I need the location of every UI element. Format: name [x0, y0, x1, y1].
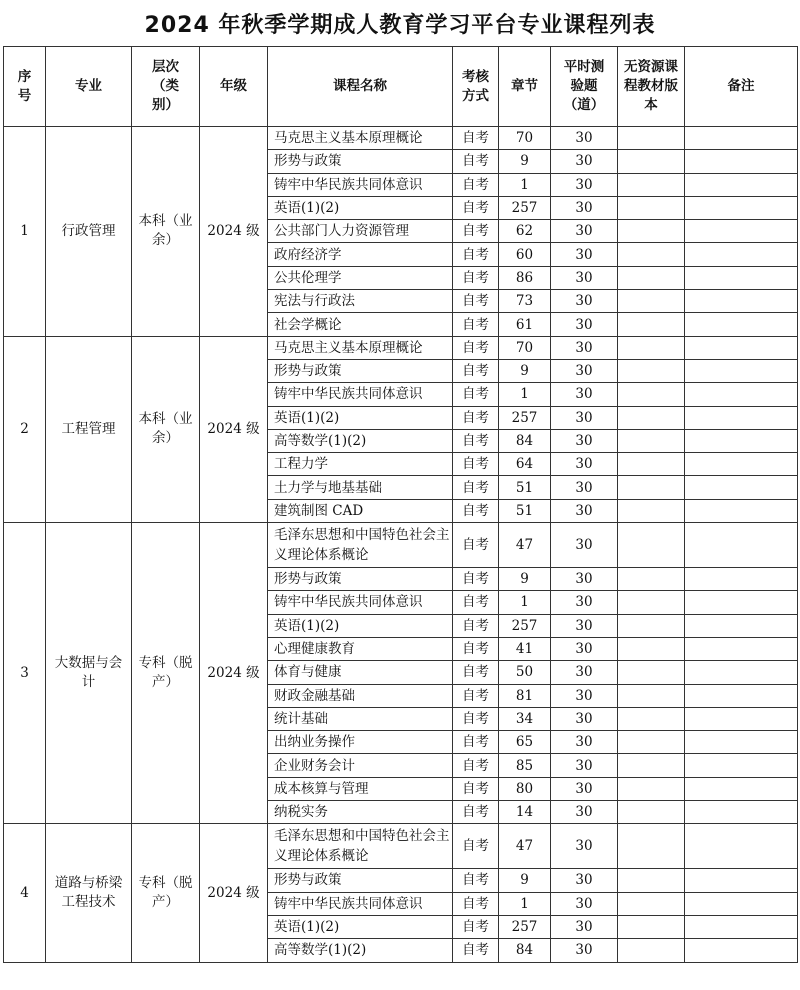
course-name-cell: 毛泽东思想和中国特色社会主义理论体系概论	[268, 523, 453, 568]
no-resource-cell	[618, 476, 685, 499]
course-name-cell: 企业财务会计	[268, 754, 453, 777]
seq-cell: 1	[4, 127, 46, 337]
major-cell: 大数据与会计	[46, 523, 132, 824]
header-major: 专业	[46, 47, 132, 127]
quiz-cell: 30	[551, 359, 618, 382]
header-exam: 考核方式	[453, 47, 499, 127]
remark-cell	[685, 754, 798, 777]
remark-cell	[685, 290, 798, 313]
course-name-cell: 铸牢中华民族共同体意识	[268, 173, 453, 196]
course-name-cell: 铸牢中华民族共同体意识	[268, 892, 453, 915]
course-name-cell: 高等数学(1)(2)	[268, 939, 453, 962]
quiz-cell: 30	[551, 476, 618, 499]
no-resource-cell	[618, 568, 685, 591]
quiz-cell: 30	[551, 637, 618, 660]
seq-cell: 4	[4, 824, 46, 962]
course-name-cell: 纳税实务	[268, 801, 453, 824]
table-row	[4, 336, 798, 359]
remark-cell	[685, 824, 798, 869]
remark-cell	[685, 939, 798, 962]
remark-cell	[685, 499, 798, 522]
chapters-cell: 61	[499, 313, 551, 336]
course-name-cell: 马克思主义基本原理概论	[268, 127, 453, 150]
chapters-cell: 85	[499, 754, 551, 777]
exam-cell: 自考	[453, 220, 499, 243]
exam-cell: 自考	[453, 383, 499, 406]
chapters-cell: 257	[499, 915, 551, 938]
quiz-cell: 30	[551, 684, 618, 707]
course-name-cell: 体育与健康	[268, 661, 453, 684]
quiz-cell: 30	[551, 568, 618, 591]
table-row	[4, 127, 798, 150]
quiz-cell: 30	[551, 290, 618, 313]
quiz-cell: 30	[551, 915, 618, 938]
remark-cell	[685, 801, 798, 824]
chapters-cell: 14	[499, 801, 551, 824]
no-resource-cell	[618, 383, 685, 406]
remark-cell	[685, 684, 798, 707]
remark-cell	[685, 127, 798, 150]
exam-cell: 自考	[453, 939, 499, 962]
grade-cell: 2024 级	[200, 523, 268, 824]
chapters-cell: 9	[499, 568, 551, 591]
remark-cell	[685, 869, 798, 892]
chapters-cell: 50	[499, 661, 551, 684]
chapters-cell: 1	[499, 383, 551, 406]
exam-cell: 自考	[453, 684, 499, 707]
chapters-cell: 70	[499, 127, 551, 150]
remark-cell	[685, 359, 798, 382]
chapters-cell: 257	[499, 196, 551, 219]
page-title: 2024 年秋季学期成人教育学习平台专业课程列表	[144, 13, 656, 38]
no-resource-cell	[618, 406, 685, 429]
exam-cell: 自考	[453, 707, 499, 730]
quiz-cell: 30	[551, 173, 618, 196]
header-chapters: 章节	[499, 47, 551, 127]
exam-cell: 自考	[453, 523, 499, 568]
quiz-cell: 30	[551, 196, 618, 219]
remark-cell	[685, 453, 798, 476]
remark-cell	[685, 220, 798, 243]
remark-cell	[685, 173, 798, 196]
quiz-cell: 30	[551, 824, 618, 869]
course-name-cell: 英语(1)(2)	[268, 614, 453, 637]
seq-cell: 3	[4, 523, 46, 824]
exam-cell: 自考	[453, 196, 499, 219]
header-quiz: 平时测验题（道）	[551, 47, 618, 127]
quiz-cell: 30	[551, 754, 618, 777]
exam-cell: 自考	[453, 661, 499, 684]
exam-cell: 自考	[453, 243, 499, 266]
chapters-cell: 257	[499, 614, 551, 637]
quiz-cell: 30	[551, 499, 618, 522]
table-body	[4, 127, 798, 963]
remark-cell	[685, 568, 798, 591]
seq-cell: 2	[4, 336, 46, 522]
no-resource-cell	[618, 336, 685, 359]
course-name-cell: 形势与政策	[268, 869, 453, 892]
header-seq: 序号	[4, 47, 46, 127]
chapters-cell: 47	[499, 523, 551, 568]
no-resource-cell	[618, 939, 685, 962]
exam-cell: 自考	[453, 892, 499, 915]
grade-cell: 2024 级	[200, 336, 268, 522]
remark-cell	[685, 150, 798, 173]
no-resource-cell	[618, 824, 685, 869]
exam-cell: 自考	[453, 801, 499, 824]
chapters-cell: 1	[499, 591, 551, 614]
chapters-cell: 70	[499, 336, 551, 359]
course-name-cell: 政府经济学	[268, 243, 453, 266]
no-resource-cell	[618, 591, 685, 614]
chapters-cell: 9	[499, 359, 551, 382]
exam-cell: 自考	[453, 824, 499, 869]
no-resource-cell	[618, 499, 685, 522]
no-resource-cell	[618, 266, 685, 289]
quiz-cell: 30	[551, 406, 618, 429]
course-name-cell: 毛泽东思想和中国特色社会主义理论体系概论	[268, 824, 453, 869]
remark-cell	[685, 429, 798, 452]
exam-cell: 自考	[453, 476, 499, 499]
grade-cell: 2024 级	[200, 824, 268, 962]
quiz-cell: 30	[551, 707, 618, 730]
header-remark: 备注	[685, 47, 798, 127]
exam-cell: 自考	[453, 429, 499, 452]
quiz-cell: 30	[551, 429, 618, 452]
quiz-cell: 30	[551, 150, 618, 173]
exam-cell: 自考	[453, 777, 499, 800]
quiz-cell: 30	[551, 801, 618, 824]
remark-cell	[685, 591, 798, 614]
quiz-cell: 30	[551, 336, 618, 359]
chapters-cell: 1	[499, 173, 551, 196]
course-name-cell: 马克思主义基本原理概论	[268, 336, 453, 359]
chapters-cell: 9	[499, 869, 551, 892]
no-resource-cell	[618, 523, 685, 568]
course-name-cell: 英语(1)(2)	[268, 406, 453, 429]
quiz-cell: 30	[551, 731, 618, 754]
exam-cell: 自考	[453, 591, 499, 614]
course-name-cell: 形势与政策	[268, 150, 453, 173]
course-name-cell: 社会学概论	[268, 313, 453, 336]
no-resource-cell	[618, 220, 685, 243]
quiz-cell: 30	[551, 614, 618, 637]
exam-cell: 自考	[453, 731, 499, 754]
exam-cell: 自考	[453, 406, 499, 429]
exam-cell: 自考	[453, 568, 499, 591]
chapters-cell: 80	[499, 777, 551, 800]
no-resource-cell	[618, 243, 685, 266]
header-no-resource: 无资源课程教材版本	[618, 47, 685, 127]
chapters-cell: 9	[499, 150, 551, 173]
course-name-cell: 英语(1)(2)	[268, 196, 453, 219]
exam-cell: 自考	[453, 173, 499, 196]
remark-cell	[685, 406, 798, 429]
course-name-cell: 财政金融基础	[268, 684, 453, 707]
quiz-cell: 30	[551, 661, 618, 684]
course-name-cell: 土力学与地基基础	[268, 476, 453, 499]
course-name-cell: 铸牢中华民族共同体意识	[268, 383, 453, 406]
course-name-cell: 建筑制图 CAD	[268, 499, 453, 522]
quiz-cell: 30	[551, 453, 618, 476]
grade-cell: 2024 级	[200, 127, 268, 337]
level-cell: 专科（脱产）	[132, 824, 200, 962]
remark-cell	[685, 707, 798, 730]
no-resource-cell	[618, 429, 685, 452]
exam-cell: 自考	[453, 359, 499, 382]
remark-cell	[685, 523, 798, 568]
header-level: 层次（类别）	[132, 47, 200, 127]
no-resource-cell	[618, 754, 685, 777]
exam-cell: 自考	[453, 290, 499, 313]
chapters-cell: 34	[499, 707, 551, 730]
no-resource-cell	[618, 196, 685, 219]
course-name-cell: 英语(1)(2)	[268, 915, 453, 938]
quiz-cell: 30	[551, 939, 618, 962]
remark-cell	[685, 614, 798, 637]
course-name-cell: 公共部门人力资源管理	[268, 220, 453, 243]
chapters-cell: 51	[499, 476, 551, 499]
chapters-cell: 84	[499, 429, 551, 452]
chapters-cell: 41	[499, 637, 551, 660]
no-resource-cell	[618, 777, 685, 800]
exam-cell: 自考	[453, 499, 499, 522]
level-cell: 本科（业余）	[132, 127, 200, 337]
course-name-cell: 铸牢中华民族共同体意识	[268, 591, 453, 614]
course-name-cell: 高等数学(1)(2)	[268, 429, 453, 452]
major-cell: 道路与桥梁工程技术	[46, 824, 132, 962]
quiz-cell: 30	[551, 243, 618, 266]
remark-cell	[685, 731, 798, 754]
exam-cell: 自考	[453, 336, 499, 359]
remark-cell	[685, 313, 798, 336]
course-name-cell: 形势与政策	[268, 359, 453, 382]
no-resource-cell	[618, 290, 685, 313]
exam-cell: 自考	[453, 915, 499, 938]
exam-cell: 自考	[453, 150, 499, 173]
quiz-cell: 30	[551, 127, 618, 150]
remark-cell	[685, 476, 798, 499]
table-row	[4, 824, 798, 869]
exam-cell: 自考	[453, 637, 499, 660]
exam-cell: 自考	[453, 266, 499, 289]
exam-cell: 自考	[453, 754, 499, 777]
chapters-cell: 64	[499, 453, 551, 476]
no-resource-cell	[618, 127, 685, 150]
no-resource-cell	[618, 173, 685, 196]
no-resource-cell	[618, 313, 685, 336]
chapters-cell: 84	[499, 939, 551, 962]
no-resource-cell	[618, 684, 685, 707]
course-name-cell: 心理健康教育	[268, 637, 453, 660]
quiz-cell: 30	[551, 523, 618, 568]
no-resource-cell	[618, 707, 685, 730]
header-row	[4, 47, 798, 127]
major-cell: 工程管理	[46, 336, 132, 522]
major-cell: 行政管理	[46, 127, 132, 337]
no-resource-cell	[618, 892, 685, 915]
no-resource-cell	[618, 614, 685, 637]
no-resource-cell	[618, 915, 685, 938]
remark-cell	[685, 892, 798, 915]
quiz-cell: 30	[551, 313, 618, 336]
chapters-cell: 81	[499, 684, 551, 707]
course-name-cell: 成本核算与管理	[268, 777, 453, 800]
chapters-cell: 51	[499, 499, 551, 522]
no-resource-cell	[618, 150, 685, 173]
course-name-cell: 形势与政策	[268, 568, 453, 591]
course-name-cell: 宪法与行政法	[268, 290, 453, 313]
remark-cell	[685, 915, 798, 938]
remark-cell	[685, 383, 798, 406]
header-grade: 年级	[200, 47, 268, 127]
chapters-cell: 73	[499, 290, 551, 313]
course-name-cell: 统计基础	[268, 707, 453, 730]
no-resource-cell	[618, 453, 685, 476]
no-resource-cell	[618, 637, 685, 660]
level-cell: 专科（脱产）	[132, 523, 200, 824]
chapters-cell: 86	[499, 266, 551, 289]
chapters-cell: 60	[499, 243, 551, 266]
no-resource-cell	[618, 731, 685, 754]
exam-cell: 自考	[453, 313, 499, 336]
quiz-cell: 30	[551, 869, 618, 892]
remark-cell	[685, 661, 798, 684]
course-name-cell: 出纳业务操作	[268, 731, 453, 754]
quiz-cell: 30	[551, 777, 618, 800]
course-table	[3, 46, 798, 963]
quiz-cell: 30	[551, 220, 618, 243]
no-resource-cell	[618, 359, 685, 382]
remark-cell	[685, 243, 798, 266]
course-name-cell: 公共伦理学	[268, 266, 453, 289]
quiz-cell: 30	[551, 383, 618, 406]
remark-cell	[685, 266, 798, 289]
chapters-cell: 257	[499, 406, 551, 429]
exam-cell: 自考	[453, 614, 499, 637]
remark-cell	[685, 336, 798, 359]
quiz-cell: 30	[551, 591, 618, 614]
course-name-cell: 工程力学	[268, 453, 453, 476]
quiz-cell: 30	[551, 266, 618, 289]
remark-cell	[685, 777, 798, 800]
no-resource-cell	[618, 661, 685, 684]
no-resource-cell	[618, 801, 685, 824]
exam-cell: 自考	[453, 127, 499, 150]
chapters-cell: 65	[499, 731, 551, 754]
exam-cell: 自考	[453, 869, 499, 892]
exam-cell: 自考	[453, 453, 499, 476]
quiz-cell: 30	[551, 892, 618, 915]
chapters-cell: 62	[499, 220, 551, 243]
header-course: 课程名称	[268, 47, 453, 127]
no-resource-cell	[618, 869, 685, 892]
remark-cell	[685, 637, 798, 660]
remark-cell	[685, 196, 798, 219]
level-cell: 本科（业余）	[132, 336, 200, 522]
table-row	[4, 523, 798, 568]
chapters-cell: 47	[499, 824, 551, 869]
chapters-cell: 1	[499, 892, 551, 915]
